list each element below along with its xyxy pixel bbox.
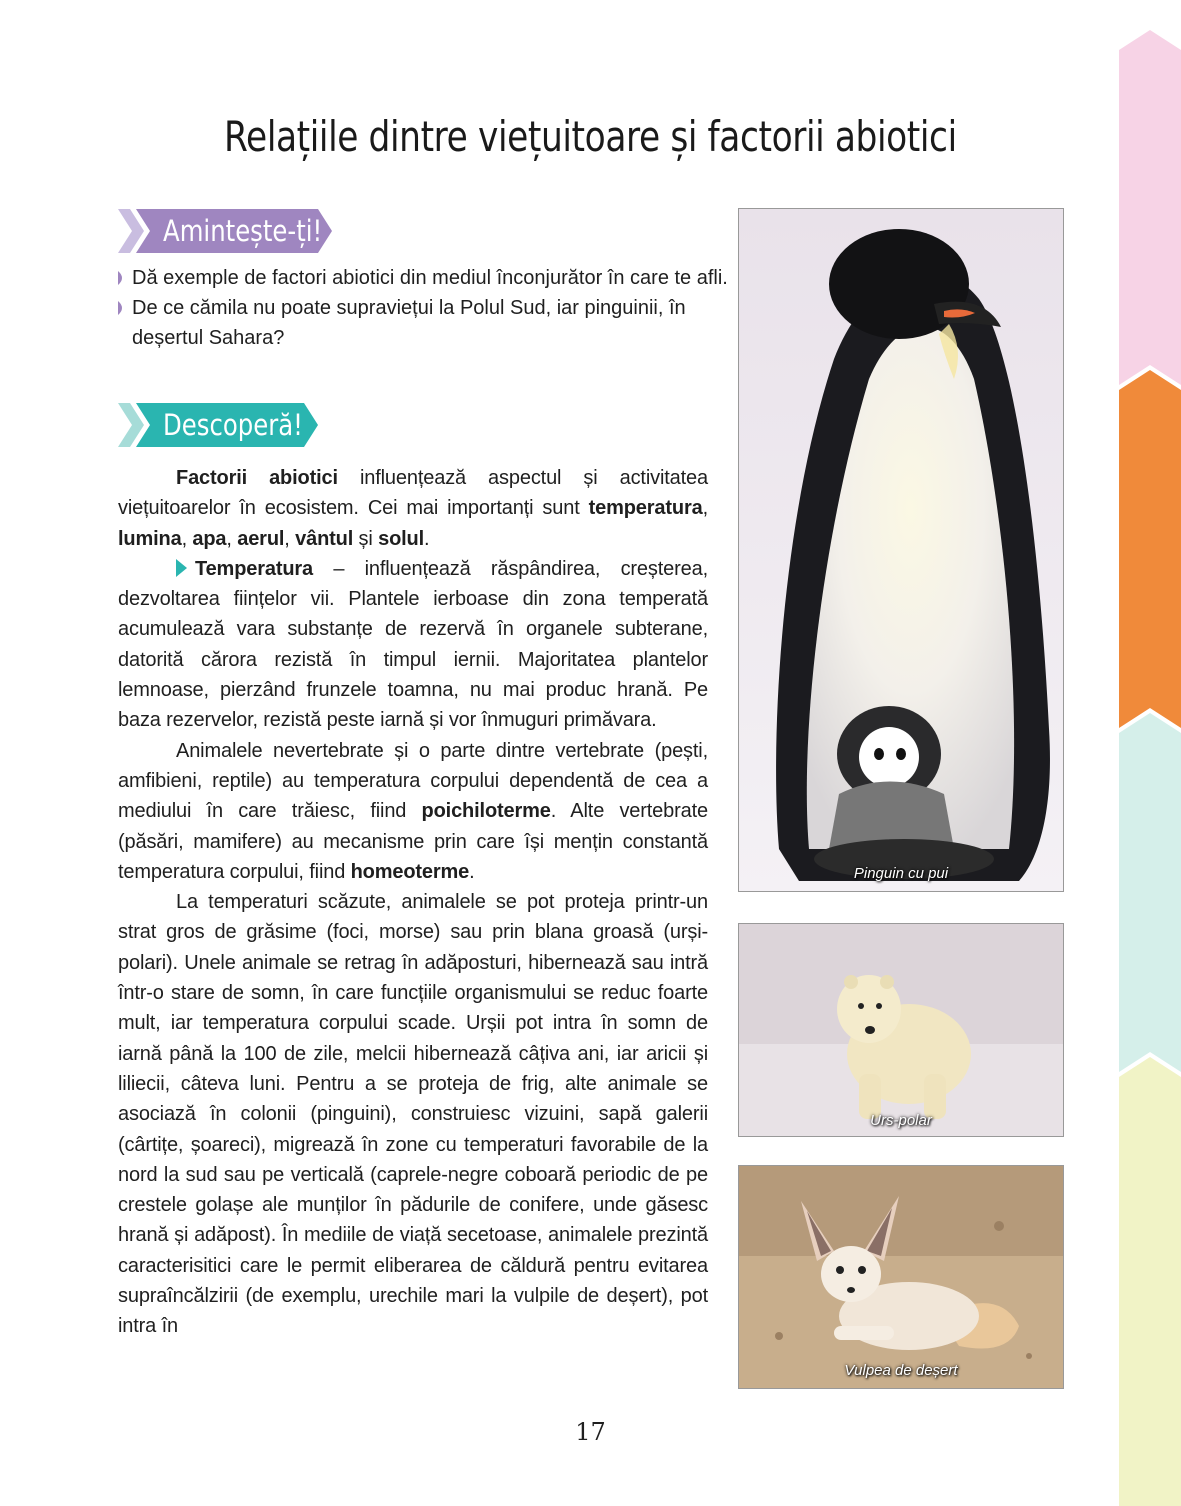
side-tab-mint <box>1119 713 1181 1072</box>
separator: , <box>181 527 193 550</box>
paragraph-temperature <box>118 554 708 736</box>
question-item <box>118 293 730 353</box>
term-light: lumina <box>118 527 182 550</box>
question-item <box>118 263 730 293</box>
separator: și <box>353 527 379 550</box>
paragraph-text: . Alte vertebrate (păsări, mamifere) au mecanisme prin care își mențin constantă temperatura corpului, fiind <box>118 800 708 883</box>
fennec-fox-icon <box>739 1166 1063 1388</box>
page-title: Relațiile dintre viețuitoare și factorii abiotici <box>224 112 957 161</box>
bullet-icon <box>118 301 126 315</box>
paragraph-low-temperatures <box>118 887 708 1341</box>
term-soil: solul <box>378 527 425 550</box>
discover-banner <box>118 403 323 447</box>
separator: , <box>226 527 238 550</box>
term-water: apa <box>192 527 227 550</box>
photo-caption: Vulpea de deșert <box>844 1362 958 1379</box>
paragraph-text: – influențează răspândirea, creșterea, dezvoltarea ființelor vii. Plantele ierboase din zona temperată acumulează vara substanțe de rezervă în organele subterane, datorită cărora rezistă în timpul iernii. Majoritatea plantelor lemnoase, pierzând frunzele toamna, nu mai produc hrană. Pe baza rezervelor, rezistă peste iarnă și vor înmuguri primăvara. <box>118 557 708 732</box>
side-tab-pink <box>1119 30 1181 385</box>
term-temperatura: Temperatura <box>195 557 314 580</box>
question-text: De ce cămila nu poate supraviețui la Polul Sud, iar pinguinii, în deșertul Sahara? <box>132 297 686 349</box>
term-abiotic-factors: Factorii abiotici <box>176 467 338 489</box>
photo-caption: Pinguin cu pui <box>853 865 949 882</box>
term-homeotherm: homeoterme <box>350 860 470 883</box>
term-poikilotherm: poichiloterme <box>421 800 551 823</box>
paragraph-abiotic-factors <box>118 463 708 554</box>
bullet-icon <box>118 271 126 285</box>
arrow-icon <box>176 559 187 577</box>
photo-polar-bear <box>738 923 1064 1137</box>
term-air: aerul <box>237 527 285 550</box>
paragraph-text: influențează aspectul și activitatea viețuitoarelor în ecosistem. Cei mai importanți sunt <box>118 467 708 520</box>
paragraph-text: Animalele nevertebrate și o parte dintre vertebrate (pești, amfibieni, reptile) au temperatura corpului dependentă de cea a mediului în care trăiesc, fiind <box>118 739 708 823</box>
side-tab-orange <box>1119 370 1181 728</box>
term-temperature: temperatura <box>588 497 703 520</box>
separator: , <box>284 527 296 550</box>
penguin-with-chick-icon <box>739 209 1063 891</box>
photo-penguin <box>738 208 1064 892</box>
paragraph-text: La temperaturi scăzute, animalele se pot proteja printr-un strat gros de grăsime (foci, morse) sau prin blana groasă (urși-polari). Unele animale se retrag în adăposturi, hibernează sau intră într-o stare de somn, în care funcțiile organismului se reduc foarte mult, iar temperatura corpului scade. Urșii pot intra în somn de iarnă până la 100 de zile, melcii hibernează câțiva ani, iar aricii și liliecii, câteva luni. Pentru a se proteja de frig, alte animale se asociază în colonii (pinguini), construiesc vizuini, sapă galerii (cârtițe, șoareci), migrează în zone cu temperaturi favorabile de la nord la sud sau pe verticală (caprele-negre coboară periodic de pe crestele golașe ale munților în pădurile de conifere, unde găsesc hrană și adăpost). În mediile de viață secetoase, animalele prezintă caracterisitici care le permit eliberarea de căldură pentru evitarea supraîncălzirii (de exemplu, urechile mari la vulpile de deșert), pot intra în <box>118 891 708 1338</box>
page-number: 17 <box>575 1418 606 1446</box>
body-text <box>118 463 708 1342</box>
remember-heading: Amintește-ți! <box>163 214 323 248</box>
remember-questions <box>118 263 730 353</box>
paragraph-thermoregulation <box>118 736 708 887</box>
polar-bear-icon <box>739 924 1063 1136</box>
separator: . <box>469 860 475 883</box>
photo-fennec-fox <box>738 1165 1064 1389</box>
term-wind: vântul <box>295 527 354 550</box>
side-tabs <box>1119 0 1181 1506</box>
question-text: Dă exemple de factori abiotici din mediul înconjurător în care te afli. <box>132 267 728 289</box>
remember-banner <box>118 209 338 253</box>
separator: , <box>702 497 708 520</box>
discover-heading: Descoperă! <box>163 408 303 442</box>
photo-caption: Urs-polar <box>870 1112 932 1129</box>
separator: . <box>424 527 430 550</box>
